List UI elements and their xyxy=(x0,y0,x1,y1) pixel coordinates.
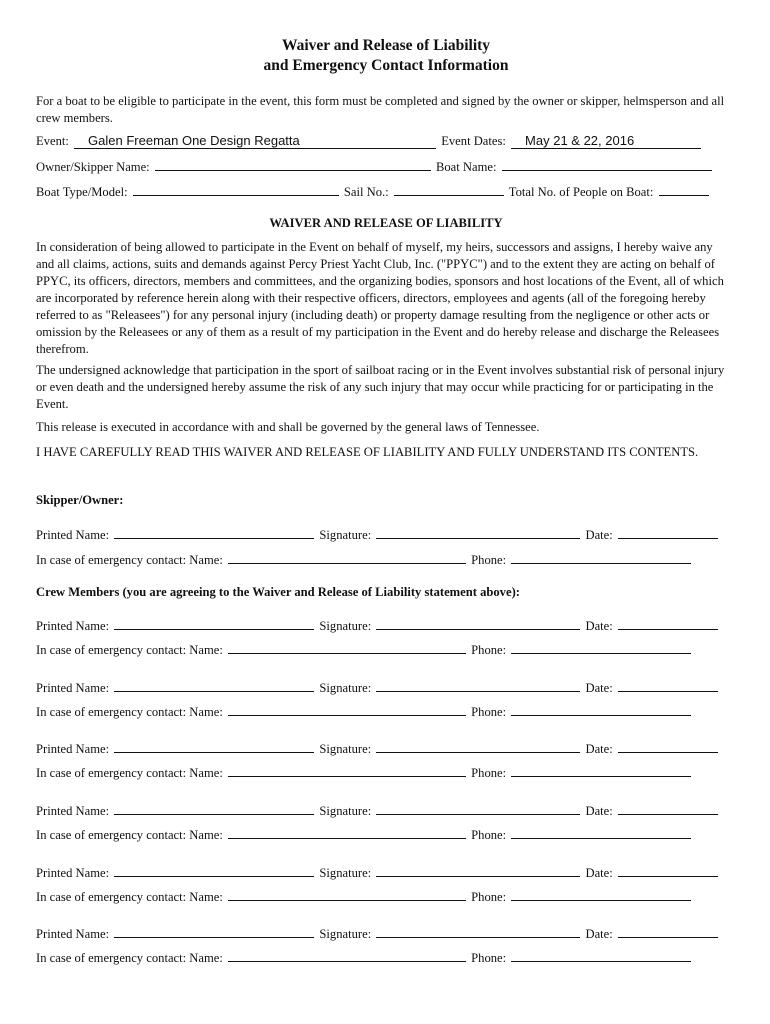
skipper-signature-row xyxy=(36,526,736,544)
waiver-paragraph-1: In consideration of being allowed to participate in the Event on behalf of myself, my heirs, successors and assigns, I hereby waive any and all claims, actions, suits and demands against Percy Priest Yacht Club, Inc. ("PPYC") and to the extent they are acting on behalf of PPYC, its officers, directors, members and committees, and the organizing bodies, sponsors and host locations of the Event, all of which are incorporated by reference herein along with their respective officers, directors, employees and agents (all of the foregoing hereby referred to as "Releasees") for any personal injury (including death) or property damage resulting from the negligence or other acts or omission by the Releasees or any of them as a result of my participation in the Event and do hereby release and discharge the Releasees therefrom. xyxy=(36,240,724,356)
printed-name-label: Printed Name: xyxy=(36,927,110,941)
skipper-printed-name-field[interactable] xyxy=(114,526,314,539)
crew-3-emergency-name-field[interactable] xyxy=(228,764,466,777)
signature-label: Signature: xyxy=(319,528,372,542)
crew-2-emergency-name-field[interactable] xyxy=(228,703,466,716)
boat-name-field[interactable] xyxy=(502,158,712,171)
crew-2-signature-field[interactable] xyxy=(376,679,580,692)
boat-type-row xyxy=(36,183,736,201)
crew-3-printed-name-field[interactable] xyxy=(114,740,314,753)
crew-2-phone-field[interactable] xyxy=(511,703,691,716)
sail-no-field[interactable] xyxy=(394,183,504,196)
crew-4-date-field[interactable] xyxy=(618,802,718,815)
crew-4-printed-name-field[interactable] xyxy=(114,802,314,815)
crew-heading: Crew Members (you are agreeing to the Waiver and Release of Liability statement above): xyxy=(36,585,520,599)
waiver-paragraph-3: This release is executed in accordance with and shall be governed by the general laws of Tennessee. xyxy=(36,420,540,434)
signature-label: Signature: xyxy=(319,804,372,818)
crew-2-emergency-row xyxy=(36,703,736,721)
phone-label: Phone: xyxy=(471,766,507,780)
printed-name-label: Printed Name: xyxy=(36,681,110,695)
event-field[interactable]: Galen Freeman One Design Regatta xyxy=(74,134,436,149)
owner-name-field[interactable] xyxy=(155,158,431,171)
skipper-heading: Skipper/Owner: xyxy=(36,493,124,507)
emergency-name-label: In case of emergency contact: Name: xyxy=(36,951,223,965)
crew-3-phone-field[interactable] xyxy=(511,764,691,777)
emergency-name-label: In case of emergency contact: Name: xyxy=(36,705,223,719)
crew-6-phone-field[interactable] xyxy=(511,949,691,962)
crew-6-emergency-name-field[interactable] xyxy=(228,949,466,962)
crew-4-signature-field[interactable] xyxy=(376,802,580,815)
event-dates-field[interactable]: May 21 & 22, 2016 xyxy=(511,134,701,149)
skipper-phone-field[interactable] xyxy=(511,551,691,564)
waiver-paragraph-4: I HAVE CAREFULLY READ THIS WAIVER AND RELEASE OF LIABILITY AND FULLY UNDERSTAND ITS CONTENTS. xyxy=(36,445,699,459)
date-label: Date: xyxy=(585,528,613,542)
date-label: Date: xyxy=(585,619,613,633)
owner-label: Owner/Skipper Name: xyxy=(36,160,150,174)
event-row xyxy=(36,133,736,150)
sail-no-label: Sail No.: xyxy=(343,185,389,199)
boat-name-label: Boat Name: xyxy=(435,160,497,174)
skipper-emergency-name-field[interactable] xyxy=(228,551,466,564)
crew-1-phone-field[interactable] xyxy=(511,641,691,654)
crew-6-emergency-row xyxy=(36,949,736,967)
phone-label: Phone: xyxy=(471,643,507,657)
phone-label: Phone: xyxy=(471,553,507,567)
emergency-name-label: In case of emergency contact: Name: xyxy=(36,766,223,780)
date-label: Date: xyxy=(585,927,613,941)
signature-label: Signature: xyxy=(319,866,372,880)
crew-3-signature-row xyxy=(36,740,736,758)
date-label: Date: xyxy=(585,866,613,880)
crew-6-printed-name-field[interactable] xyxy=(114,925,314,938)
event-dates-label: Event Dates: xyxy=(441,134,506,148)
crew-4-phone-field[interactable] xyxy=(511,826,691,839)
skipper-emergency-row xyxy=(36,551,736,569)
boat-type-field[interactable] xyxy=(133,183,339,196)
crew-3-emergency-row xyxy=(36,764,736,782)
emergency-name-label: In case of emergency contact: Name: xyxy=(36,828,223,842)
date-label: Date: xyxy=(585,681,613,695)
crew-4-emergency-row xyxy=(36,826,736,844)
crew-5-signature-field[interactable] xyxy=(376,864,580,877)
crew-2-signature-row xyxy=(36,679,736,697)
boat-type-label: Boat Type/Model: xyxy=(36,185,128,199)
crew-3-date-field[interactable] xyxy=(618,740,718,753)
date-label: Date: xyxy=(585,742,613,756)
printed-name-label: Printed Name: xyxy=(36,742,110,756)
printed-name-label: Printed Name: xyxy=(36,619,110,633)
signature-label: Signature: xyxy=(319,681,372,695)
event-label: Event: xyxy=(36,134,69,148)
total-people-label: Total No. of People on Boat: xyxy=(508,185,654,199)
emergency-name-label: In case of emergency contact: Name: xyxy=(36,643,223,657)
printed-name-label: Printed Name: xyxy=(36,528,110,542)
crew-5-date-field[interactable] xyxy=(618,864,718,877)
crew-6-signature-row xyxy=(36,925,736,943)
crew-1-date-field[interactable] xyxy=(618,617,718,630)
crew-5-emergency-name-field[interactable] xyxy=(228,888,466,901)
date-label: Date: xyxy=(585,804,613,818)
crew-1-signature-field[interactable] xyxy=(376,617,580,630)
crew-5-phone-field[interactable] xyxy=(511,888,691,901)
crew-2-date-field[interactable] xyxy=(618,679,718,692)
form-title-line2: and Emergency Contact Information xyxy=(263,57,509,74)
emergency-name-label: In case of emergency contact: Name: xyxy=(36,890,223,904)
intro-text: For a boat to be eligible to participate in the event, this form must be completed and signed by the owner or skipper, helmsperson and all crew members. xyxy=(36,94,725,125)
phone-label: Phone: xyxy=(471,705,507,719)
phone-label: Phone: xyxy=(471,890,507,904)
printed-name-label: Printed Name: xyxy=(36,804,110,818)
owner-row xyxy=(36,158,736,176)
crew-1-printed-name-field[interactable] xyxy=(114,617,314,630)
crew-5-printed-name-field[interactable] xyxy=(114,864,314,877)
crew-4-signature-row xyxy=(36,802,736,820)
crew-5-signature-row xyxy=(36,864,736,882)
phone-label: Phone: xyxy=(471,828,507,842)
waiver-heading: WAIVER AND RELEASE OF LIABILITY xyxy=(269,216,503,230)
crew-2-printed-name-field[interactable] xyxy=(114,679,314,692)
phone-label: Phone: xyxy=(471,951,507,965)
waiver-paragraph-2: The undersigned acknowledge that participation in the sport of sailboat racing or in the Event involves substantial risk of personal injury or even death and the undersigned hereby assume the risk of any such injury that may occur while practicing for or participating in the Event. xyxy=(36,363,725,411)
printed-name-label: Printed Name: xyxy=(36,866,110,880)
crew-6-signature-field[interactable] xyxy=(376,925,580,938)
emergency-name-label: In case of emergency contact: Name: xyxy=(36,553,223,567)
crew-4-emergency-name-field[interactable] xyxy=(228,826,466,839)
signature-label: Signature: xyxy=(319,742,372,756)
crew-1-emergency-row xyxy=(36,641,736,659)
skipper-signature-field[interactable] xyxy=(376,526,580,539)
crew-3-signature-field[interactable] xyxy=(376,740,580,753)
signature-label: Signature: xyxy=(319,927,372,941)
crew-1-emergency-name-field[interactable] xyxy=(228,641,466,654)
crew-6-date-field[interactable] xyxy=(618,925,718,938)
crew-1-signature-row xyxy=(36,617,736,635)
crew-5-emergency-row xyxy=(36,888,736,906)
total-people-field[interactable] xyxy=(659,183,709,196)
signature-label: Signature: xyxy=(319,619,372,633)
form-title-line1: Waiver and Release of Liability xyxy=(281,37,491,54)
skipper-date-field[interactable] xyxy=(618,526,718,539)
